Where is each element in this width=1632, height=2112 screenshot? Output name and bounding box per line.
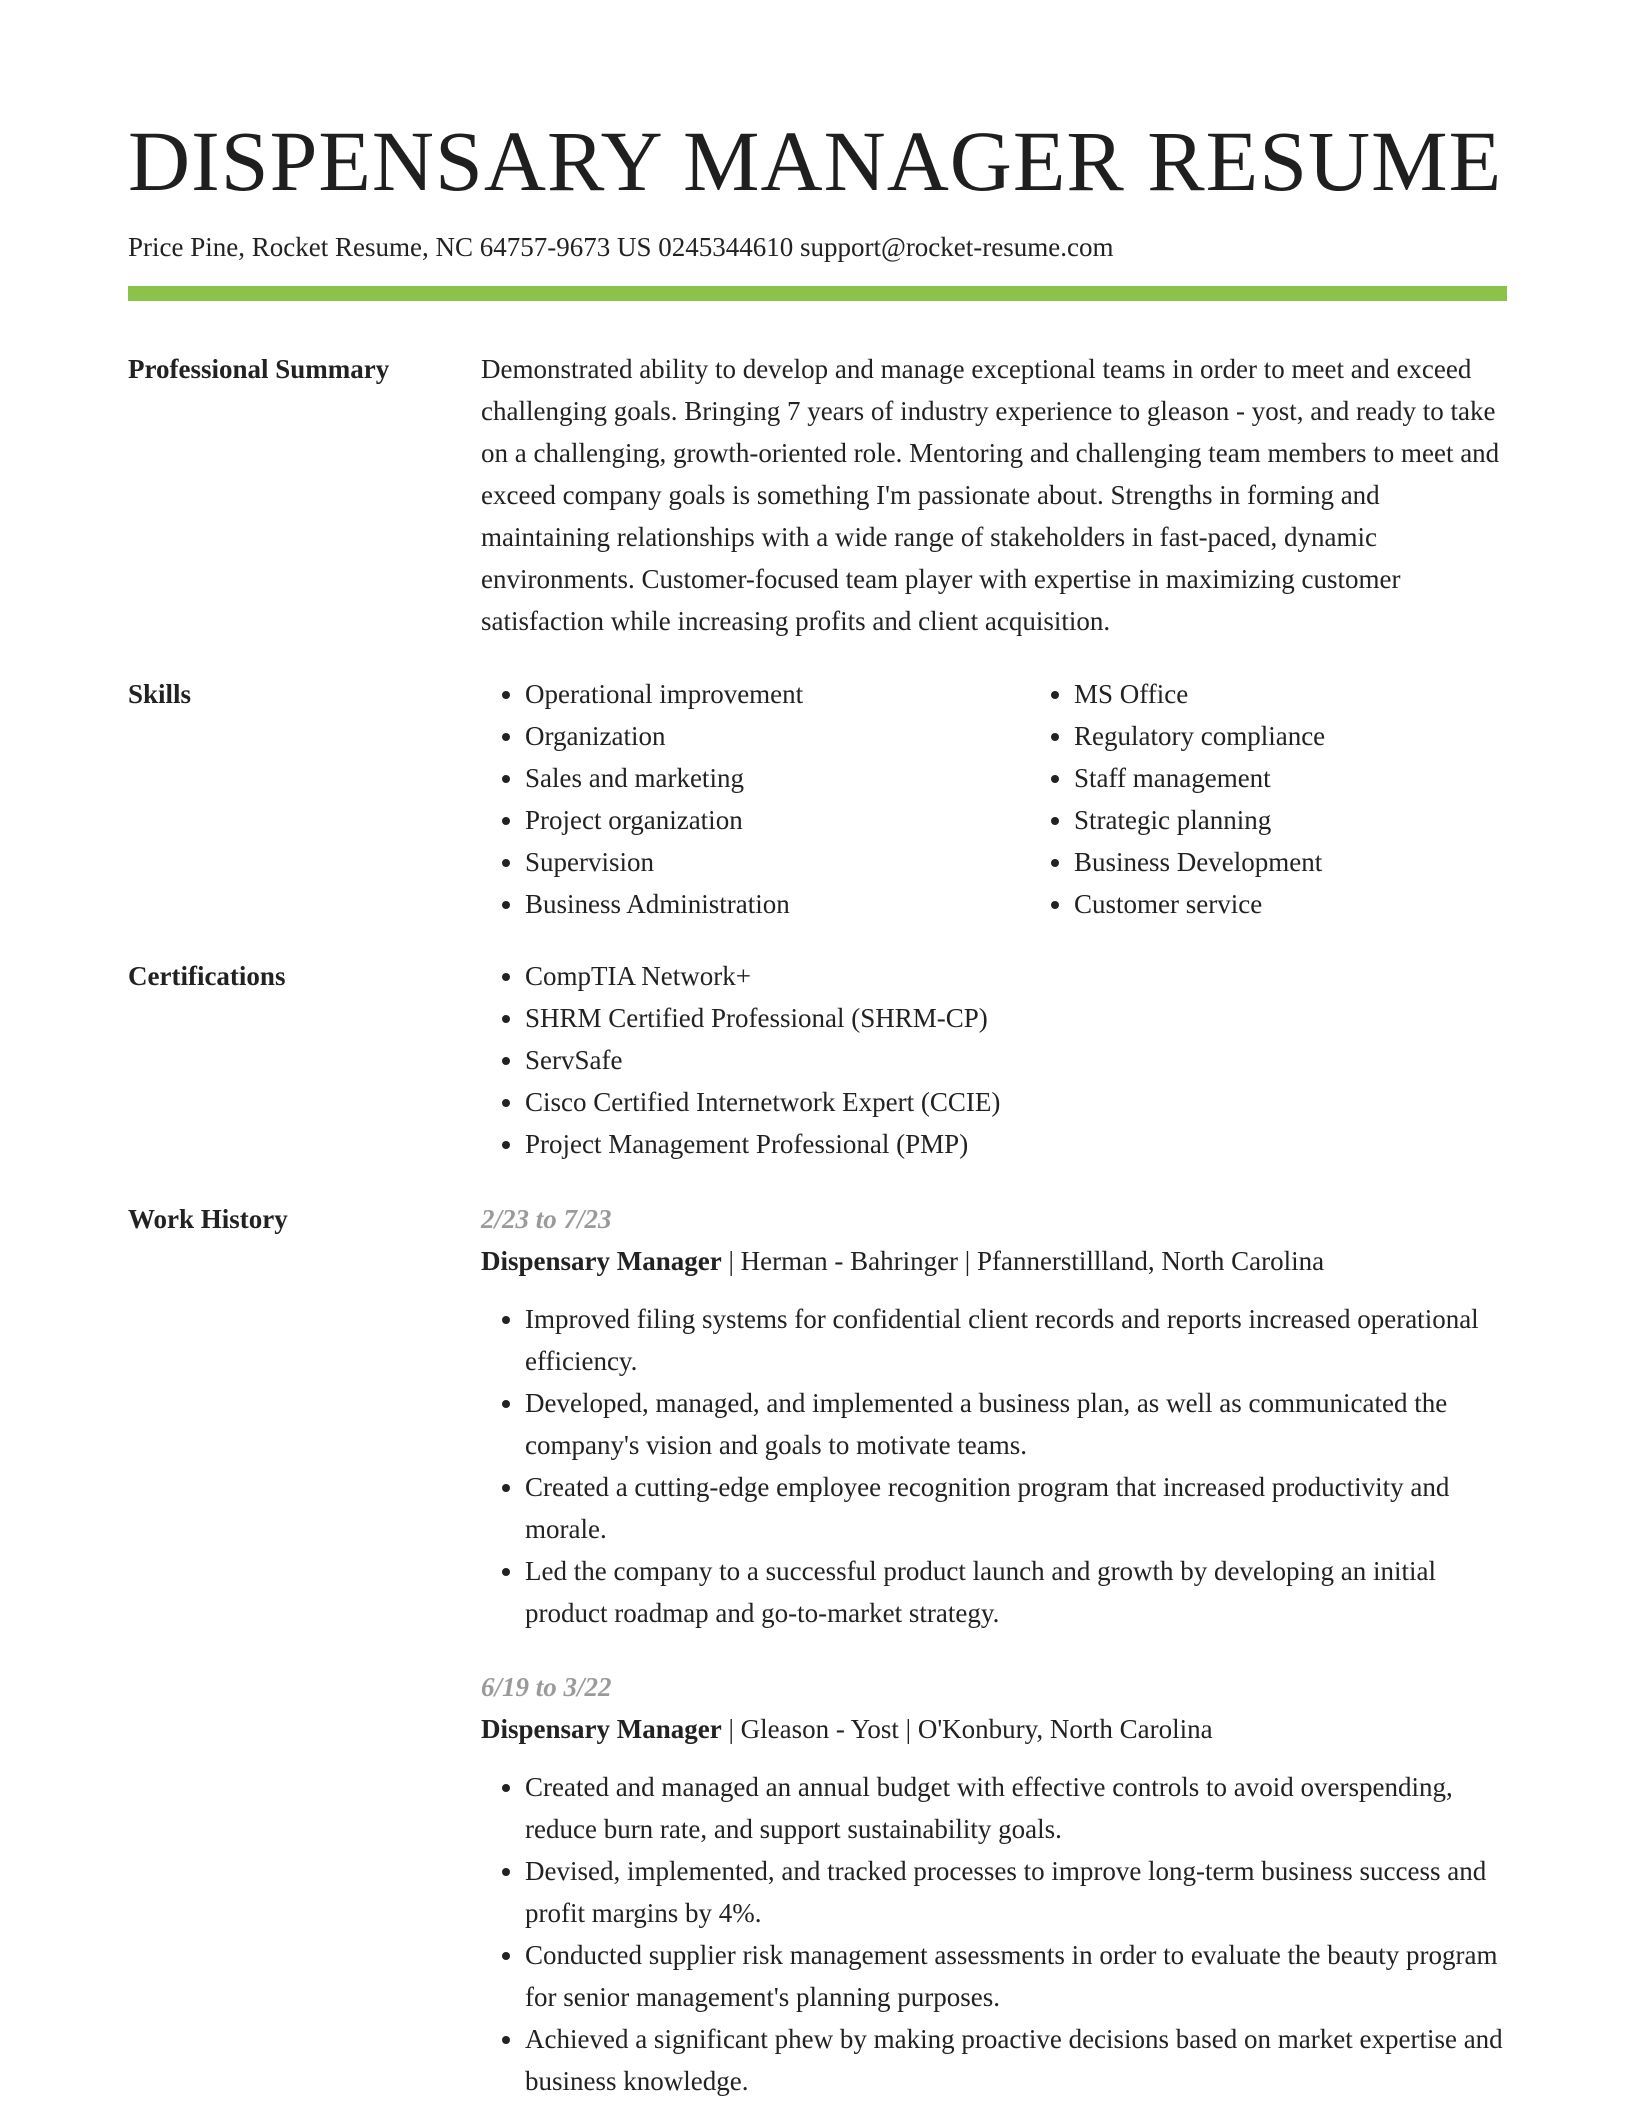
skill-item: • Business Development [1074,841,1579,883]
job-employer-location: | Herman - Bahringer | Pfannerstillland, North Carolina [721,1246,1325,1276]
section-label-summary: Professional Summary [128,354,390,384]
accent-divider [128,286,1507,301]
job-title: Dispensary Manager [481,1246,722,1276]
certifications-list [481,955,1507,1165]
skill-item: • Project organization [525,799,1030,841]
section-label-skills: Skills [128,679,192,709]
skills-section [481,673,1507,925]
summary-text: Demonstrated ability to develop and manage exceptional teams in order to meet and exceed challenging goals. Bringing 7 years of industry experience to gleason - yost, and ready to take on a challenging, growth-oriented role. Mentoring and challenging team members to meet and exceed company goals is something I'm passionate about. Strengths in forming and maintaining relationships with a wide range of stakeholders in fast-paced, dynamic environments. Customer-focused team player with expertise in maximizing customer satisfaction while increasing profits and client acquisition. [481,354,1500,636]
job-bullet: • Conducted supplier risk management assessments in order to evaluate the beauty program for senior management's planning purposes. [525,1934,1507,2018]
job-dates: 6/19 to 3/22 [481,1672,612,1702]
job-bullet: • Led the company to a successful product launch and growth by developing an initial product roadmap and go-to-market strategy. [525,1550,1507,1634]
skills-grid [481,673,1507,925]
job-bullets [481,1766,1507,2102]
section-label-work-history: Work History [128,1204,288,1234]
skill-item: • MS Office [1074,673,1579,715]
skill-item: • Strategic planning [1074,799,1579,841]
job-bullet: • Improved filing systems for confidential client records and reports increased operational efficiency. [525,1298,1507,1382]
certification-item: • ServSafe [525,1039,1507,1081]
job-entry [481,1666,1507,2102]
job-bullet: • Devised, implemented, and tracked processes to improve long-term business success and profit margins by 4%. [525,1850,1507,1934]
certification-item: • Cisco Certified Internetwork Expert (CCIE) [525,1081,1507,1123]
job-dates: 2/23 to 7/23 [481,1204,612,1234]
job-bullet: • Developed, managed, and implemented a business plan, as well as communicated the company's vision and goals to motivate teams. [525,1382,1507,1466]
contact-line: Price Pine, Rocket Resume, NC 64757-9673 US 0245344610 support@rocket-resume.com [128,232,1114,262]
certification-item: • SHRM Certified Professional (SHRM-CP) [525,997,1507,1039]
certification-item: • CompTIA Network+ [525,955,1507,997]
job-heading [481,1708,1507,1750]
skill-item: • Supervision [525,841,1030,883]
skill-item: • Regulatory compliance [1074,715,1579,757]
job-entry [481,1198,1507,1634]
skill-item: • Staff management [1074,757,1579,799]
job-title: Dispensary Manager [481,1714,722,1744]
skill-item: • Sales and marketing [525,757,1030,799]
summary-section [481,348,1507,642]
job-bullets [481,1298,1507,1634]
skill-item: • Organization [525,715,1030,757]
section-label-certifications: Certifications [128,961,286,991]
resume-title: DISPENSARY MANAGER RESUME [128,113,1503,209]
job-employer-location: | Gleason - Yost | O'Konbury, North Carolina [721,1714,1213,1744]
job-bullet: • Created and managed an annual budget with effective controls to avoid overspending, reduce burn rate, and support sustainability goals. [525,1766,1507,1850]
skills-list-left [481,673,1030,925]
certifications-section [481,955,1507,1165]
skill-item: • Customer service [1074,883,1579,925]
job-bullet: • Created a cutting-edge employee recognition program that increased productivity and morale. [525,1466,1507,1550]
job-bullet: • Achieved a significant phew by making proactive decisions based on market expertise and business knowledge. [525,2018,1507,2102]
certification-item: • Project Management Professional (PMP) [525,1123,1507,1165]
skills-list-right [1030,673,1579,925]
skill-item: • Business Administration [525,883,1030,925]
skill-item: • Operational improvement [525,673,1030,715]
job-heading [481,1240,1507,1282]
